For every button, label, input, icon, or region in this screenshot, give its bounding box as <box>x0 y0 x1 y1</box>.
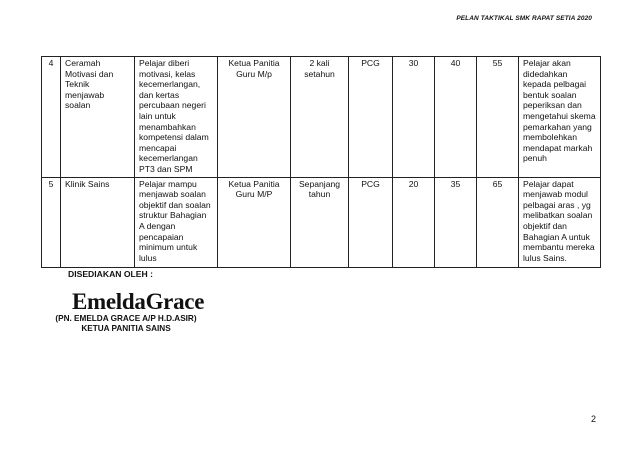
tactical-plan-table <box>41 56 601 268</box>
cell-responsible: Ketua Panitia Guru M/P <box>218 177 291 267</box>
cell-target-1: 20 <box>393 177 435 267</box>
cell-target-2: 35 <box>435 177 477 267</box>
cell-program: Klinik Sains <box>61 177 135 267</box>
cell-number: 4 <box>42 57 61 178</box>
prepared-by-label: DISEDIAKAN OLEH : <box>68 269 153 279</box>
document-header-title: PELAN TAKTIKAL SMK RAPAT SETIA 2020 <box>456 15 592 22</box>
cell-fund: PCG <box>349 57 393 178</box>
cell-remark: Pelajar akan didedahkan kepada pelbagai bentuk soalan peperiksan dan mengetahui skema pemarkahan yang membolehkan mendapat markah penuh <box>519 57 601 178</box>
signature: EmeldaGrace <box>72 289 205 314</box>
cell-target-1: 30 <box>393 57 435 178</box>
cell-duration: Sepanjang tahun <box>291 177 349 267</box>
table-row <box>42 57 601 178</box>
signatory-name: (PN. EMELDA GRACE A/P H.D.ASIR) <box>55 314 197 323</box>
cell-number: 5 <box>42 177 61 267</box>
cell-target-2: 40 <box>435 57 477 178</box>
cell-objective: Pelajar mampu menjawab soalan objektif dan soalan struktur Bahagian A dengan pencapaian minimum untuk lulus <box>135 177 218 267</box>
signatory-block <box>52 314 200 334</box>
cell-remark: Pelajar dapat menjawab modul pelbagai aras , yg melibatkan soalan objektif dan Bahagian A untuk membantu mereka lulus Sains. <box>519 177 601 267</box>
cell-fund: PCG <box>349 177 393 267</box>
cell-duration: 2 kali setahun <box>291 57 349 178</box>
cell-target-3: 55 <box>477 57 519 178</box>
cell-program: Ceramah Motivasi dan Teknik menjawab soalan <box>61 57 135 178</box>
page-number: 2 <box>590 414 596 424</box>
signatory-position: KETUA PANITIA SAINS <box>81 324 171 333</box>
cell-target-3: 65 <box>477 177 519 267</box>
table-row <box>42 177 601 267</box>
cell-responsible: Ketua Panitia Guru M/p <box>218 57 291 178</box>
cell-objective: Pelajar diberi motivasi, kelas kecemerlangan, dan kertas percubaan negeri lain untuk menambahkan kompetensi dalam mencapai kecemerlangan PT3 dan SPM <box>135 57 218 178</box>
